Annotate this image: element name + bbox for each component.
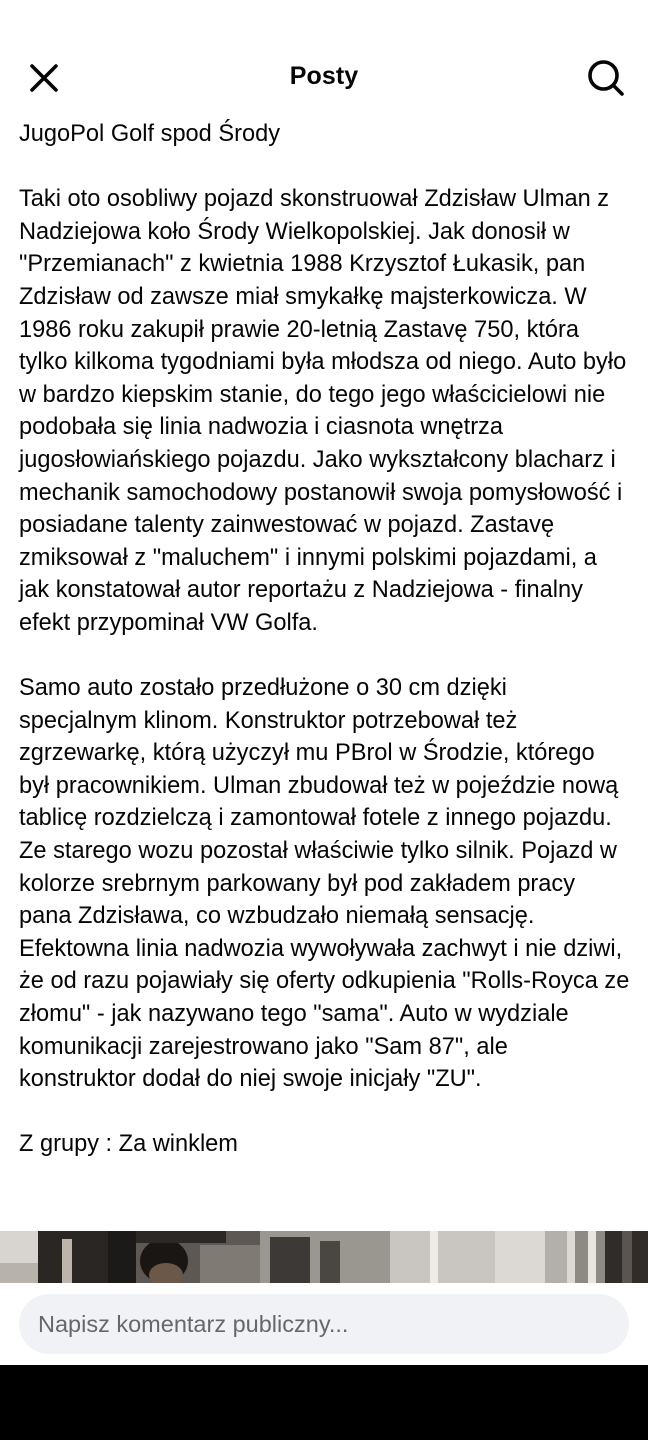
post-text (19, 118, 636, 1161)
search-button[interactable] (582, 54, 630, 102)
page-title: Posty (289, 62, 359, 90)
post-headline: JugoPol Golf spod Środy (19, 121, 280, 147)
comment-input[interactable] (19, 1294, 629, 1354)
post-photo[interactable] (0, 1231, 648, 1283)
post-paragraph: Taki oto osobliwy pojazd skonstruował Zdzisław Ulman z Nadziejowa koło Środy Wielkopolskiej. Jak donosił w "Przemianach" z kwietnia 1988 Krzysztof Łukasik, pan Zdzisław od zawsze miał smykałkę majsterkowicza. W 1986 roku zakupił prawie 20-letnią Zastavę 750, która tylko kilkoma tygodniami była młodsza od niego. Auto było w bardzo kiepskim stanie, do tego jego właścicielowi nie podobała się linia nadwozia i ciasnota wnętrza jugosłowiańskiego pojazdu. Jako wykształcony blacharz i mechanik samochodowy postanowił swoja pomysłowość i posiadane talenty zainwestować w pojazd. Zastavę zmiksował z "maluchem" i innymi polskimi pojazdami, a jak konstatował autor reportażu z Nadziejowa - finalny efekt przypominał VW Golfa. (19, 186, 633, 636)
photo-image (0, 1231, 648, 1283)
system-navigation-bar (0, 1365, 648, 1440)
search-icon (586, 58, 626, 98)
top-bar (0, 40, 648, 116)
group-source: Z grupy : Za winklem (19, 1131, 238, 1158)
post-paragraph: Samo auto zostało przedłużone o 30 cm dzięki specjalnym klinom. Konstruktor potrzebował też zgrzewarkę, którą użyczył mu PBrol w Środzie, którego był pracownikiem. Ulman zbudował też w pojeździe nową tablicę rozdzielczą i zamontował fotele z innego pojazdu. Ze starego wozu pozostał właściwie tylko silnik. Pojazd w kolorze srebrnym parkowany był pod zakładem pracy pana Zdzisława, co wzbudzało niemałą sensację. Efektowna linia nadwozia wywoływała zachwyt i nie dziwi, że od razu pojawiały się oferty odkupienia "Rolls-Royca ze złomu" - jak nazywano tego "sama". Auto w wydziale komunikacji zarejestrowano jako "Sam 87", ale konstruktor dodał do niej swoje inicjały "ZU". (19, 675, 636, 1093)
comment-bar (0, 1283, 648, 1365)
